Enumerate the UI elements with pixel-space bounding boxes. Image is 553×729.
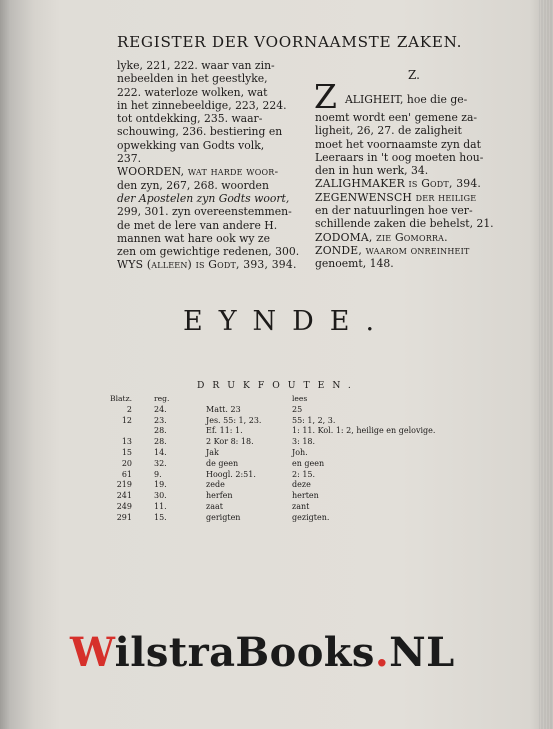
right-line-7: ZEGENWENSCH der heilige	[315, 190, 477, 204]
cell-blatz: 13	[121, 437, 132, 447]
cell-blatz: 241	[116, 491, 132, 501]
left-line-3: 222. waterloze wolken, wat	[117, 85, 268, 99]
cell-staat: zaat	[206, 501, 223, 511]
cell-lees: herten	[292, 491, 319, 501]
cell-lees: deze	[292, 480, 311, 490]
watermark-dot: .	[374, 629, 390, 676]
right-line-5: den in hun werk, 34.	[315, 164, 429, 178]
errata-row	[82, 416, 435, 427]
left-line-4: in het zinnebeeldige, 223, 224.	[117, 98, 287, 112]
cell-blatz: 61	[121, 469, 132, 479]
header-reg: reg.	[154, 394, 170, 403]
errata-row	[82, 448, 435, 459]
cell-reg: 15.	[154, 512, 167, 522]
cell-reg: 30.	[154, 491, 167, 501]
cell-lees: 55: 1, 2, 3.	[292, 415, 336, 425]
header-blatz: Blatz.	[109, 394, 132, 403]
errata-row	[82, 480, 435, 491]
watermark-text-2: NL	[389, 629, 455, 676]
watermark-logo	[70, 629, 455, 676]
cell-lees: en geen	[292, 458, 325, 468]
cell-reg: 28.	[154, 437, 167, 447]
header-lees: lees	[292, 394, 308, 403]
cell-staat: Jes. 55: 1, 23.	[206, 415, 262, 425]
cell-blatz	[82, 426, 154, 437]
left-column	[117, 59, 303, 272]
errata-table	[82, 394, 435, 524]
left-line-2: nebeelden in het geestlyke,	[117, 72, 268, 86]
page-edge	[539, 0, 553, 729]
cell-blatz: 15	[121, 447, 132, 457]
cell-staat: zede	[206, 480, 225, 490]
cell-blatz: 249	[116, 501, 132, 511]
header-staat	[206, 394, 292, 405]
left-line-12: 299, 301. zyn overeenstemmen-	[117, 205, 292, 219]
cell-reg: 28.	[154, 426, 167, 436]
cell-reg: 19.	[154, 480, 167, 490]
cell-staat: 2 Kor 8: 18.	[206, 437, 254, 447]
right-line-1: noemt wordt een' gemene za-	[315, 111, 478, 124]
cell-blatz: 291	[116, 512, 132, 522]
cell-reg: 24.	[154, 404, 167, 414]
cell-lees: 2: 15.	[292, 469, 316, 479]
cell-blatz: 2	[126, 404, 132, 414]
cell-staat: Jak	[206, 447, 219, 457]
errata-row	[82, 502, 435, 513]
drop-cap: Z	[314, 77, 337, 116]
errata-title: DRUKFOUTEN.	[197, 380, 359, 391]
left-line-8: 237.	[117, 152, 142, 166]
end-title: EYNDE.	[183, 306, 391, 337]
cell-staat: Matt. 23	[206, 404, 241, 414]
left-line-6: schouwing, 236. bestiering en	[117, 125, 283, 139]
cell-reg: 32.	[154, 458, 167, 468]
errata-row	[82, 491, 435, 502]
errata-row	[82, 513, 435, 524]
right-line-8: en der natuurlingen hoe ver-	[315, 204, 473, 218]
watermark-text-1: ilstraBooks	[114, 629, 375, 676]
cell-staat: Hoogl. 2:51.	[206, 469, 256, 479]
cell-lees: zant	[292, 501, 310, 511]
right-line-6: ZALIGHMAKER is Godt, 394.	[315, 177, 482, 191]
left-line-5: tot ontdekking, 235. waar-	[117, 112, 263, 126]
right-line-12: genoemt, 148.	[315, 257, 394, 271]
left-line-13: de met de lere van andere H.	[117, 218, 278, 232]
cell-lees: gezigten.	[292, 512, 330, 522]
errata-header-row	[82, 394, 435, 405]
left-line-16: WYS (alleen) is Godt, 393, 394.	[117, 258, 297, 272]
left-line-15: zen om gewichtige redenen, 300.	[117, 245, 300, 259]
right-first-line: ALIGHEIT, hoe die ge-	[345, 93, 468, 106]
errata-row	[82, 470, 435, 481]
right-line-9: schillende zaken die behelst, 21.	[315, 217, 494, 231]
right-line-11: ZONDE, waarom onreinheit	[315, 243, 470, 257]
cell-staat: de geen	[206, 458, 239, 468]
cell-lees: 25	[292, 404, 303, 414]
errata-row	[82, 426, 435, 437]
right-line-3: moet het voornaamste zyn dat	[315, 137, 481, 151]
page-header: REGISTER DER VOORNAAMSTE ZAKEN.	[117, 33, 463, 51]
cell-staat: Ef. 11: 1.	[206, 426, 243, 436]
left-line-10: den zyn, 267, 268. woorden	[117, 178, 269, 192]
cell-reg: 14.	[154, 447, 167, 457]
section-letter: Z.	[408, 68, 420, 82]
cell-staat: gerigten	[206, 512, 241, 522]
right-line-4: Leeraars in 't oog moeten hou-	[315, 150, 484, 164]
cell-lees: Joh.	[292, 447, 308, 457]
left-line-11: der Apostelen zyn Godts woort,	[117, 191, 290, 205]
cell-blatz: 12	[121, 415, 132, 425]
right-line-2: ligheit, 26, 27. de zaligheit	[315, 124, 462, 138]
cell-reg: 9.	[154, 469, 162, 479]
left-line-7: opwekking van Godts volk,	[117, 138, 265, 152]
errata-row	[82, 437, 435, 448]
errata-row	[82, 459, 435, 470]
cell-blatz: 219	[116, 480, 132, 490]
cell-blatz: 20	[121, 458, 132, 468]
right-line-10: ZODOMA, zie Gomorra.	[315, 230, 448, 244]
cell-lees: 1: 11. Kol. 1: 2, heilige en gelovige.	[292, 426, 436, 436]
cell-staat: herfen	[206, 491, 233, 501]
watermark-red-w: W	[70, 629, 115, 676]
left-line-9: WOORDEN, wat harde woor-	[117, 165, 279, 179]
cell-reg: 23.	[154, 415, 167, 425]
left-line-1: lyke, 221, 222. waar van zin-	[117, 59, 275, 72]
errata-row	[82, 405, 435, 416]
left-line-14: mannen wat hare ook wy ze	[117, 231, 271, 245]
right-column	[315, 67, 515, 271]
cell-lees: 3: 18.	[292, 437, 316, 447]
cell-reg: 11.	[154, 501, 167, 511]
